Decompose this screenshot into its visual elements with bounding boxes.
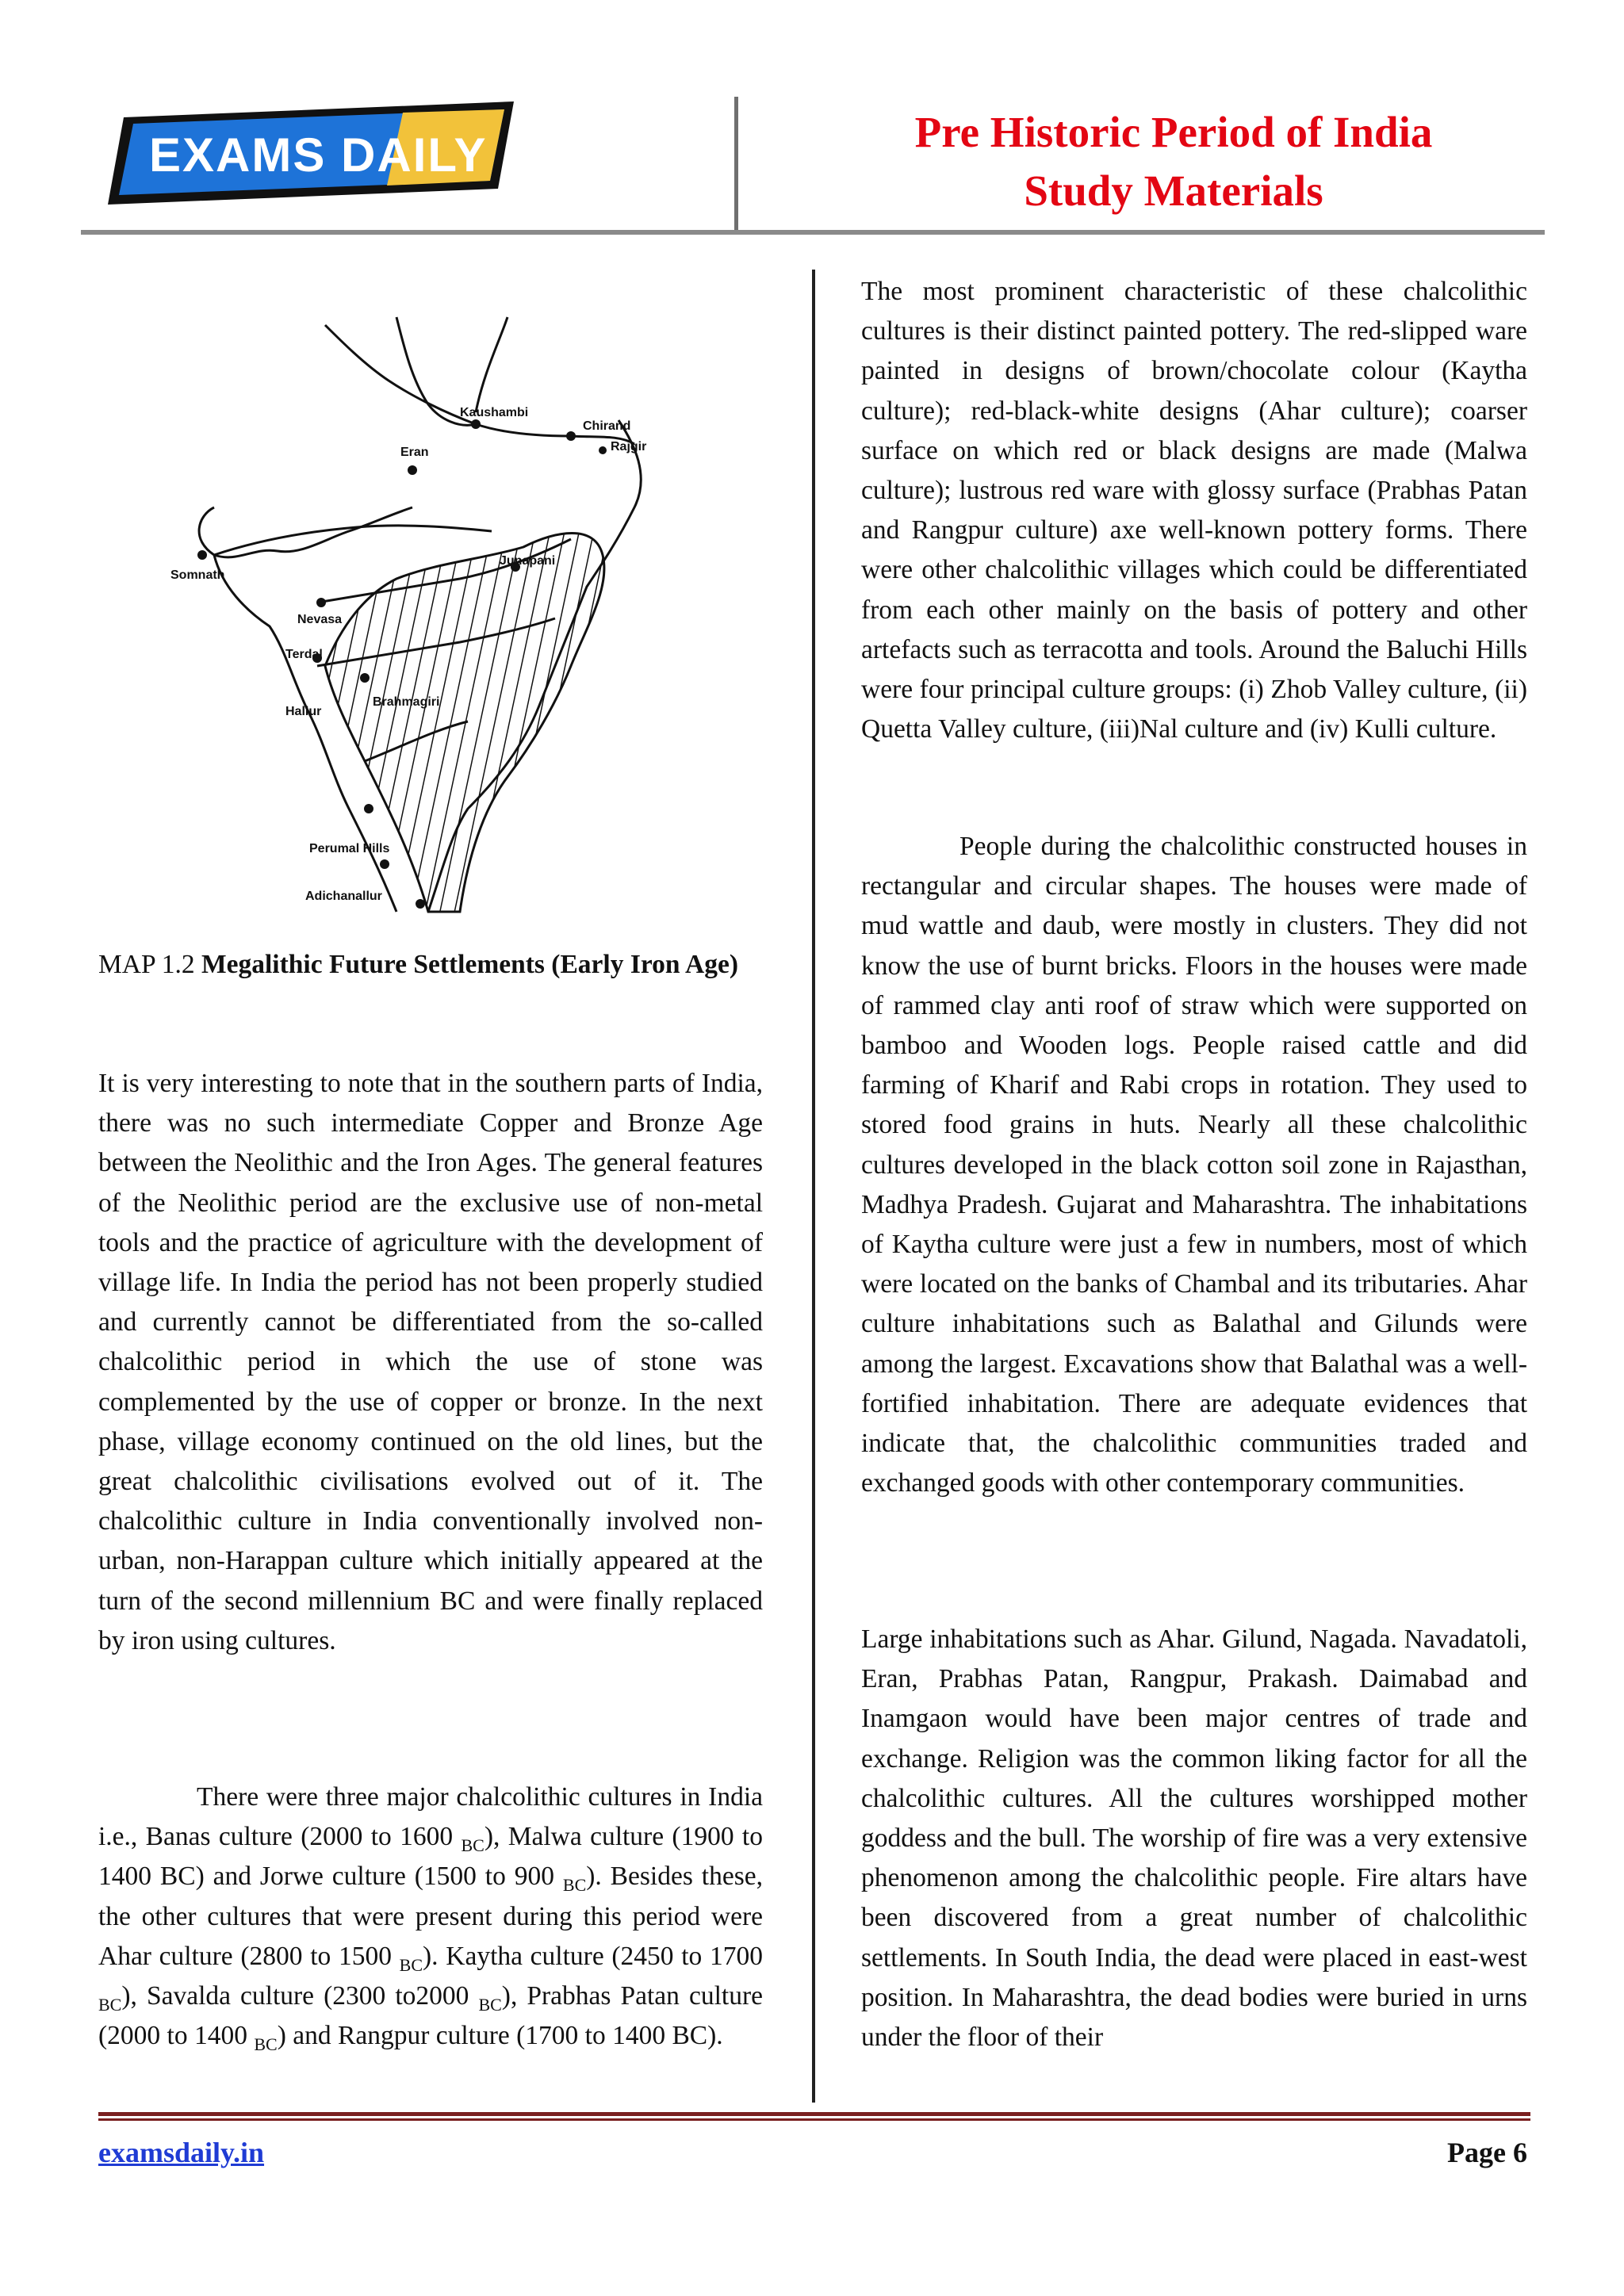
label-brahmagiri: Brahmagiri bbox=[373, 695, 440, 709]
label-kaushambi: Kaushambi bbox=[460, 406, 529, 419]
label-rajgir: Rajgir bbox=[611, 440, 647, 453]
header-title: Pre Historic Period of India bbox=[914, 108, 1433, 156]
footer-rule bbox=[98, 2112, 1530, 2116]
left-paragraph-2: There were three major chalcolithic cultures in India i.e., Banas culture (2000 to 1600 $_{BC}$), Malwa culture (1900 to 1400 BC) and Jorwe culture (1500 to 900 $_{BC}$). Besides these, the other cultures that were present during this period were Ahar culture (2800 to 1500 $_{BC}$). Kaytha culture (2450 to 1700 $_{BC}$), Savalda culture (2300 to2000 $_{BC}$), Prabhas Patan culture (2000 to 1400 $_{BC}$) and Rangpur culture (1700 to 1400 BC). bbox=[98, 1782, 763, 2055]
caption-title: Megalithic Future Settlements (Early Iron Age) bbox=[201, 950, 739, 979]
label-eran: Eran bbox=[400, 446, 429, 459]
label-junapani: Junapani bbox=[500, 554, 556, 568]
footer-website-link[interactable]: examsdaily.in bbox=[98, 2137, 265, 2168]
megalithic-settlements-map bbox=[127, 254, 793, 943]
right-paragraph-2: People during the chalcolithic constructed houses in rectangular and circular shapes. The houses were made of mud wattle and daub, were mostly in clusters. They did not know the use of burnt bricks. Floors in the houses were made of rammed clay anti roof of straw which were supported on bamboo and Wooden logs. People raised cattle and did farming of Kharif and Rabi crops in rotation. They used to stored food grains in huts. Nearly all these chalcolithic cultures developed in the black cotton soil zone in Rajasthan, Madhya Pradesh. Gujarat and Maharashtra. The inhabitations of Kaytha culture were just a few in numbers, most of which were located on the banks of Chambal and its tributaries. Ahar culture inhabitations such as Balathal and Gilunds were among the largest. Excavations show that Balathal was a well-fortified inhabitation. There are adequate evidences that indicate that, the chalcolithic communities traded and exchanged goods with other contemporary communities. bbox=[861, 832, 1527, 1498]
right-paragraph-3: Large inhabitations such as Ahar. Gilund, Nagada. Navadatoli, Eran, Prabhas Patan, Rangpur, Prakash. Daimabad and Inamgaon would have been major centres of trade and exchange. Religion was the common liking factor for all the chalcolithic cultures. All the cultures worshipped mother goddess and the bull. The worship of fire was a very extensive phenomenon among the chalcolithic people. Fire altars have been discovered from a great number of chalcolithic settlements. In South India, the dead were placed in east-west position. In Maharashtra, the dead bodies were buried in urns under the floor of their bbox=[861, 1624, 1527, 2053]
label-somnath: Somnath bbox=[170, 568, 225, 582]
label-nevasa: Nevasa bbox=[297, 613, 343, 626]
exams-daily-logo bbox=[102, 101, 522, 205]
label-terdal: Terdal bbox=[285, 648, 323, 661]
river-tributary bbox=[476, 317, 508, 412]
logo-text: EXAMS DAILY bbox=[149, 128, 488, 182]
header-subtitle: Study Materials bbox=[1024, 166, 1323, 215]
header-rule bbox=[81, 230, 1545, 235]
map-caption bbox=[98, 945, 763, 985]
page-number: Page 6 bbox=[1447, 2137, 1527, 2168]
footer-rule-secondary bbox=[98, 2118, 1530, 2121]
column-divider bbox=[812, 270, 815, 2103]
left-paragraph-1: It is very interesting to note that in the southern parts of India, there was no such intermediate Copper and Bronze Age between the Neolithic and the Iron Ages. The general features of the Neolithic period are the exclusive use of non-metal tools and the practice of agriculture with the development of village life. In India the period has not been properly studied and currently cannot be differentiated from the so-called chalcolithic period in which the use of stone was complemented by the use of copper or bronze. In the next phase, village economy continued on the old lines, but the great chalcolithic civilisations evolved out of it. The chalcolithic culture in India conventionally involved non- urban, non-Harappan culture which initially appeared at the turn of the second millennium BC and were finally replaced by iron using cultures. bbox=[98, 1069, 763, 1655]
right-paragraph-1: The most prominent characteristic of these chalcolithic cultures is their distinct painted pottery. The red-slipped ware painted in designs of brown/chocolate colour (Kaytha culture); red-black-white designs (Ahar culture); coarser surface on which red or black designs are made (Malwa culture); lustrous red ware with glossy surface (Prabhas Patan and Rangpur culture) axe well-known pottery forms. There were other chalcolithic villages which could be differentiated from each other mainly on the basis of pottery and other artefacts such as terracotta and tools. Around the Baluchi Hills were four principal culture groups: (i) Zhob Valley culture, (ii) Quetta Valley culture, (iii)Nal culture and (iv) Kulli culture. bbox=[861, 277, 1527, 744]
label-chirand: Chirand bbox=[583, 419, 631, 433]
label-perumal-hills: Perumal Hills bbox=[309, 842, 390, 855]
header-divider bbox=[734, 97, 738, 230]
label-adichanallur: Adichanallur bbox=[305, 890, 382, 903]
label-hallur: Hallur bbox=[285, 705, 322, 718]
caption-prefix: MAP 1.2 bbox=[98, 950, 201, 979]
